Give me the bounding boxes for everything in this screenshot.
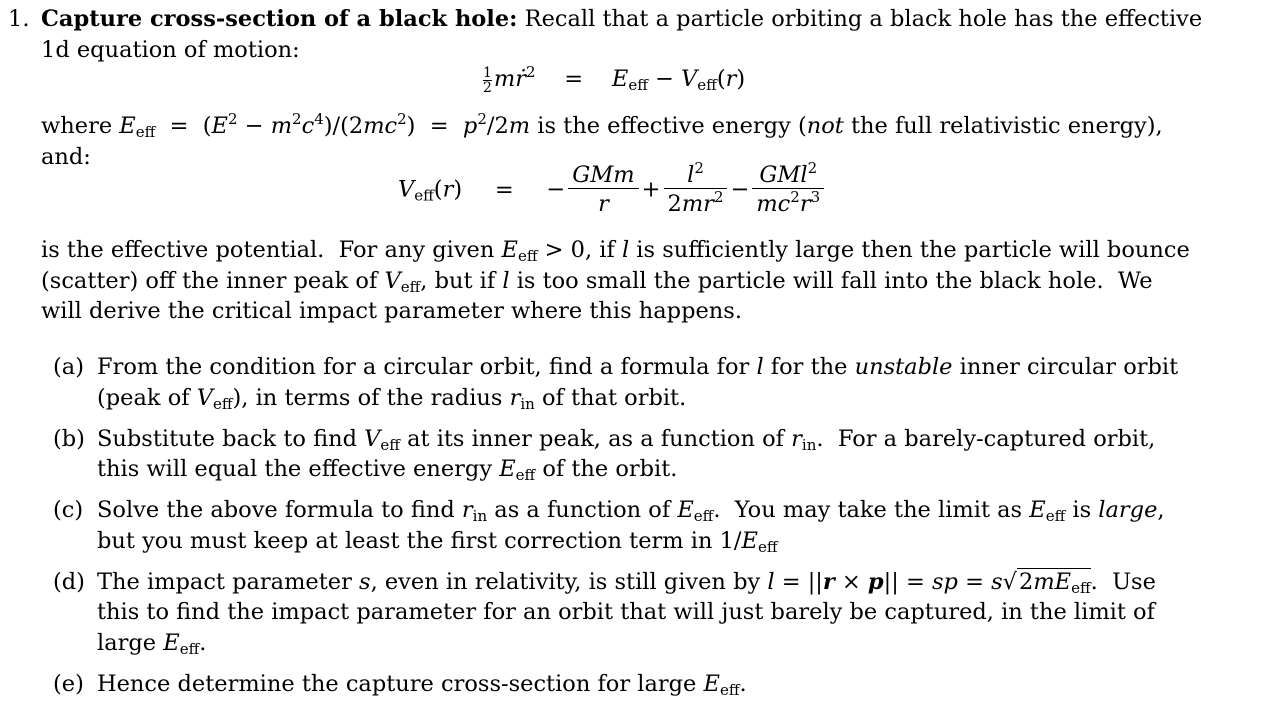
equation-potential: $V_{eff}(r)$ = − $\frac{\text{GMm}}{r}$ + $\frac{l^2}{2mr^2}$ − $\frac{GMl^2}{mc^2r^3}$ bbox=[398, 162, 827, 219]
part-b-label: (b) bbox=[53, 426, 85, 452]
part-a-line-1: From the condition for a circular orbit, find a formula for l for the unstable inner circular orbit bbox=[97, 354, 1179, 380]
effective-energy-definition: where $E_{eff} = (E^2 - m^2c^4)/(2mc^2) = p^2/2m$ is the effective energy (not the full relativistic energy), bbox=[41, 110, 1163, 141]
paragraph-line-1: is the effective potential. For any given $E_{eff} > 0$, if l is sufficiently large then the particle will bounce bbox=[41, 237, 1190, 265]
intro-text-a: Recall that a particle orbiting a black hole has the effective bbox=[524, 6, 1203, 32]
part-a-line-2: (peak of $V_{eff}$), in terms of the radius $r_{in}$ of that orbit. bbox=[97, 385, 687, 413]
problem-number: 1. bbox=[8, 6, 30, 32]
part-b-line-1: Substitute back to find $V_{eff}$ at its inner peak, as a function of $r_{in}$. For a barely-captured orbit, bbox=[97, 426, 1156, 454]
part-b-line-2: this will equal the effective energy $E_{eff}$ of the orbit. bbox=[97, 456, 678, 484]
part-c-line-2: but you must keep at least the first correction term in $1/E_{eff}$ bbox=[97, 528, 778, 556]
and-text: and: bbox=[41, 144, 91, 170]
part-d-line-2: this to find the impact parameter for an orbit that will just barely be captured, in the limit of bbox=[97, 599, 1155, 625]
part-d-line-1: The impact parameter s, even in relativity, is still given by l = ||r × p|| = sp = $s√2mE_{eff}$. Use bbox=[97, 569, 1156, 597]
part-c-line-1: Solve the above formula to find $r_{in}$ as a function of $E_{eff}$. You may take the limit as $E_{eff}$ is large, bbox=[97, 497, 1165, 525]
part-a-label: (a) bbox=[53, 354, 84, 380]
intro-text-b: 1d equation of motion: bbox=[41, 37, 300, 63]
problem-title: Capture cross-section of a black hole: bbox=[41, 6, 518, 32]
part-e-label: (e) bbox=[53, 671, 84, 697]
problem-header-line bbox=[41, 4, 1202, 35]
part-c-label: (c) bbox=[53, 497, 84, 523]
paragraph-line-3: will derive the critical impact parameter where this happens. bbox=[41, 298, 742, 324]
part-d-line-3: large $E_{eff}$. bbox=[97, 630, 207, 658]
paragraph-line-2: (scatter) off the inner peak of $V_{eff}$, but if l is too small the particle will fall into the black hole. We bbox=[41, 268, 1153, 296]
part-e-line-1: Hence determine the capture cross-section for large $E_{eff}$. bbox=[97, 671, 747, 699]
part-d-label: (d) bbox=[53, 569, 85, 595]
equation-motion: $\frac{1}{2}$ mṙ$^2$ = $E_{eff} - V_{eff}(r)$ bbox=[483, 63, 746, 96]
